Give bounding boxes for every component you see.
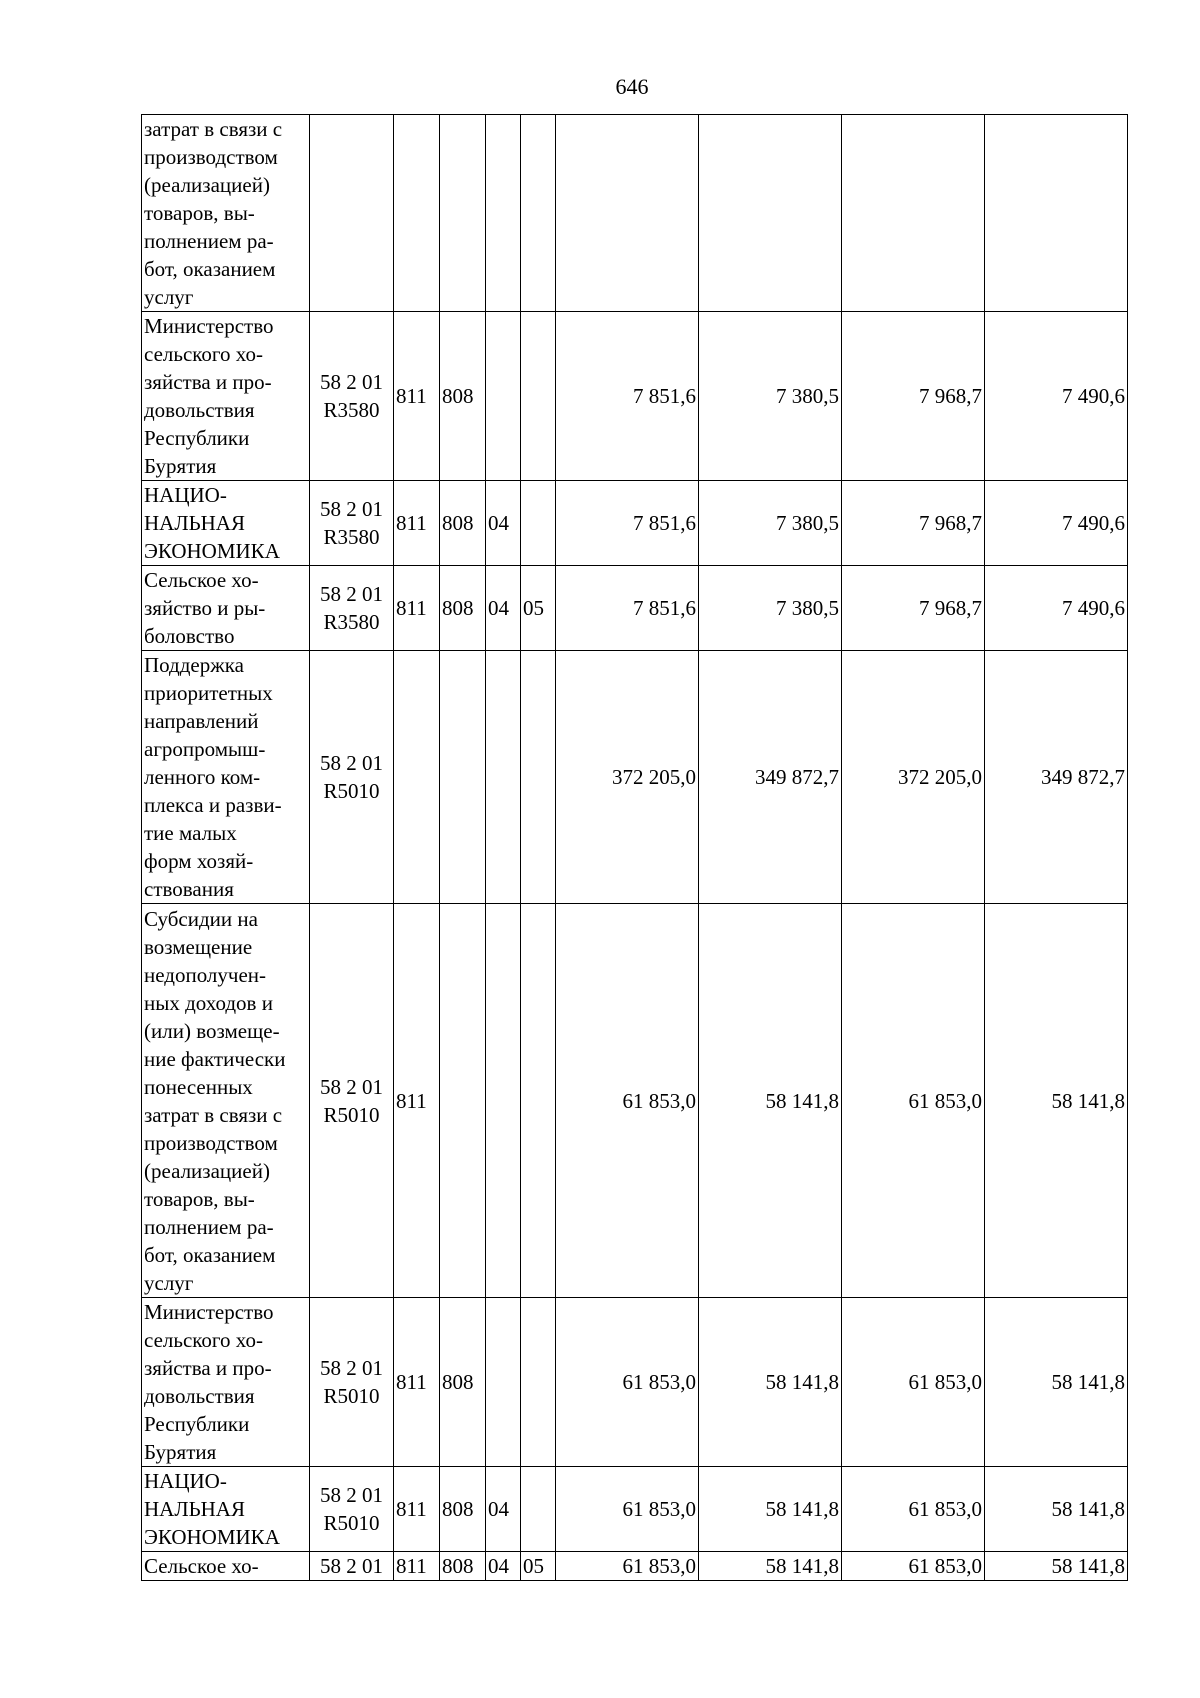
- table-row: [142, 1552, 1128, 1581]
- section-code: [486, 312, 521, 481]
- subsection-code: [521, 312, 556, 481]
- amount-col-2: 7 380,5: [699, 481, 842, 566]
- subsection-code: [521, 904, 556, 1298]
- amount-col-4: 58 141,8: [985, 1552, 1128, 1581]
- amount-col-2: 58 141,8: [699, 1298, 842, 1467]
- amount-col-2: 7 380,5: [699, 566, 842, 651]
- amount-col-1: 61 853,0: [556, 1467, 699, 1552]
- expense-type-code: 811: [394, 1298, 440, 1467]
- amount-col-2: [699, 115, 842, 312]
- target-article-code: 58 2 01 R5010: [310, 904, 394, 1298]
- amount-col-3: 61 853,0: [842, 904, 985, 1298]
- target-article-code: [310, 115, 394, 312]
- table-row: [142, 904, 1128, 1298]
- amount-col-3: 372 205,0: [842, 651, 985, 904]
- table-row: [142, 115, 1128, 312]
- administrator-code: 808: [440, 566, 486, 651]
- section-code: 04: [486, 1552, 521, 1581]
- administrator-code: 808: [440, 1298, 486, 1467]
- amount-col-4: 349 872,7: [985, 651, 1128, 904]
- row-name: Сельское хо- зяйство и ры- боловство: [142, 566, 310, 651]
- amount-col-4: [985, 115, 1128, 312]
- administrator-code: 808: [440, 481, 486, 566]
- page-number: 646: [615, 74, 649, 99]
- table-row: [142, 566, 1128, 651]
- expense-type-code: [394, 115, 440, 312]
- amount-col-3: 61 853,0: [842, 1467, 985, 1552]
- row-name: Министерство сельского хо- зяйства и про- довольствия Республики Бурятия: [142, 1298, 310, 1467]
- amount-col-2: 58 141,8: [699, 904, 842, 1298]
- section-code: [486, 115, 521, 312]
- amount-col-4: 58 141,8: [985, 1298, 1128, 1467]
- amount-col-3: 7 968,7: [842, 312, 985, 481]
- administrator-code: [440, 651, 486, 904]
- amount-col-1: 61 853,0: [556, 1552, 699, 1581]
- administrator-code: 808: [440, 1467, 486, 1552]
- target-article-code: 58 2 01: [310, 1552, 394, 1581]
- amount-col-3: 7 968,7: [842, 566, 985, 651]
- amount-col-3: 61 853,0: [842, 1552, 985, 1581]
- target-article-code: 58 2 01 R5010: [310, 1467, 394, 1552]
- section-code: [486, 1298, 521, 1467]
- amount-col-3: 61 853,0: [842, 1298, 985, 1467]
- row-name: затрат в связи с производством (реализацией) товаров, вы- полнением ра- бот, оказанием услуг: [142, 115, 310, 312]
- table-row: [142, 651, 1128, 904]
- administrator-code: 808: [440, 1552, 486, 1581]
- expense-type-code: 811: [394, 1467, 440, 1552]
- subsection-code: [521, 115, 556, 312]
- table-row: [142, 1467, 1128, 1552]
- row-name: Министерство сельского хо- зяйства и про- довольствия Республики Бурятия: [142, 312, 310, 481]
- section-code: 04: [486, 1467, 521, 1552]
- amount-col-1: 7 851,6: [556, 312, 699, 481]
- amount-col-2: 7 380,5: [699, 312, 842, 481]
- amount-col-1: 372 205,0: [556, 651, 699, 904]
- table-row: [142, 312, 1128, 481]
- section-code: [486, 904, 521, 1298]
- table-row: [142, 1298, 1128, 1467]
- row-name: НАЦИО- НАЛЬНАЯ ЭКОНОМИКА: [142, 1467, 310, 1552]
- row-name: Субсидии на возмещение недополучен- ных доходов и (или) возмеще- ние фактически понесенных затрат в связи с производством (реализацией) товаров, вы- полнением ра- бот, оказанием услуг: [142, 904, 310, 1298]
- amount-col-4: 7 490,6: [985, 566, 1128, 651]
- administrator-code: [440, 115, 486, 312]
- target-article-code: 58 2 01 R3580: [310, 566, 394, 651]
- amount-col-2: 58 141,8: [699, 1467, 842, 1552]
- subsection-code: [521, 1467, 556, 1552]
- subsection-code: 05: [521, 1552, 556, 1581]
- section-code: 04: [486, 481, 521, 566]
- section-code: [486, 651, 521, 904]
- row-name: Сельское хо-: [142, 1552, 310, 1581]
- amount-col-4: 7 490,6: [985, 481, 1128, 566]
- amount-col-2: 58 141,8: [699, 1552, 842, 1581]
- table-row: [142, 481, 1128, 566]
- administrator-code: [440, 904, 486, 1298]
- administrator-code: 808: [440, 312, 486, 481]
- target-article-code: 58 2 01 R3580: [310, 481, 394, 566]
- row-name: Поддержка приоритетных направлений агропромыш- ленного ком- плекса и разви- тие малых форм хозяй- ствования: [142, 651, 310, 904]
- target-article-code: 58 2 01 R5010: [310, 1298, 394, 1467]
- amount-col-3: 7 968,7: [842, 481, 985, 566]
- target-article-code: 58 2 01 R5010: [310, 651, 394, 904]
- section-code: 04: [486, 566, 521, 651]
- expense-type-code: 811: [394, 481, 440, 566]
- subsection-code: [521, 481, 556, 566]
- target-article-code: 58 2 01 R3580: [310, 312, 394, 481]
- subsection-code: 05: [521, 566, 556, 651]
- amount-col-1: 7 851,6: [556, 481, 699, 566]
- amount-col-3: [842, 115, 985, 312]
- expense-type-code: [394, 651, 440, 904]
- amount-col-1: 61 853,0: [556, 1298, 699, 1467]
- amount-col-4: 58 141,8: [985, 1467, 1128, 1552]
- expense-type-code: 811: [394, 904, 440, 1298]
- expense-type-code: 811: [394, 566, 440, 651]
- amount-col-1: 61 853,0: [556, 904, 699, 1298]
- budget-table: [141, 114, 1128, 1581]
- expense-type-code: 811: [394, 1552, 440, 1581]
- amount-col-4: 7 490,6: [985, 312, 1128, 481]
- amount-col-1: 7 851,6: [556, 566, 699, 651]
- amount-col-1: [556, 115, 699, 312]
- amount-col-2: 349 872,7: [699, 651, 842, 904]
- expense-type-code: 811: [394, 312, 440, 481]
- row-name: НАЦИО- НАЛЬНАЯ ЭКОНОМИКА: [142, 481, 310, 566]
- amount-col-4: 58 141,8: [985, 904, 1128, 1298]
- subsection-code: [521, 651, 556, 904]
- subsection-code: [521, 1298, 556, 1467]
